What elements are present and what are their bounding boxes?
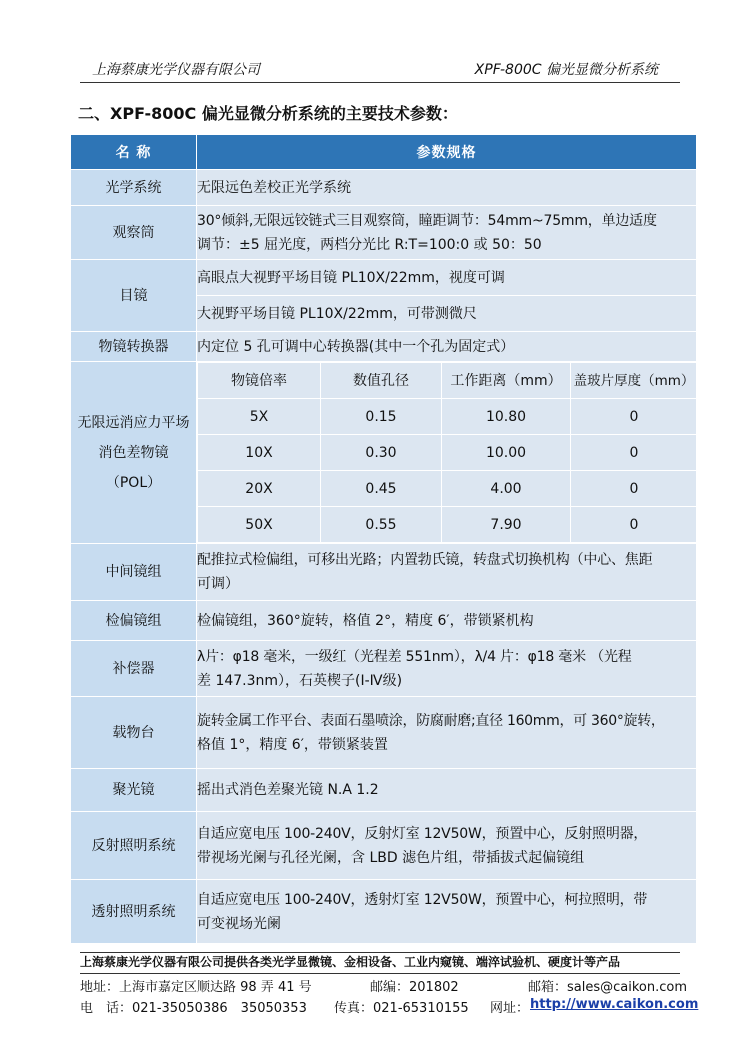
row-value: 检偏镜组，360°旋转，格值 2°，精度 6′，带锁紧机构 xyxy=(197,601,697,641)
row-name: 光学系统 xyxy=(71,170,197,206)
row-name: 反射照明系统 xyxy=(71,812,197,880)
row-name: 目镜 xyxy=(71,260,197,332)
row-value: 自适应宽电压 100-240V，透射灯室 12V50W，预置中心，柯拉照明，带 可变视场光阑 xyxy=(197,880,697,944)
row-value: 高眼点大视野平场目镜 PL10X/22mm，视度可调 xyxy=(197,260,697,296)
objective-name: 无限远消应力平场 消色差物镜 （POL） xyxy=(71,362,197,544)
row-value: λ片：φ18 毫米，一级红（光程差 551nm），λ/4 片：φ18 毫米 （光程 差 147.3nm），石英楔子(Ⅰ-Ⅳ级) xyxy=(197,641,697,697)
row-value: 30°倾斜,无限远铰链式三目观察筒，瞳距调节：54mm~75mm，单边适度 调节：±5 屈光度，两档分光比 R:T=100:0 或 50：50 xyxy=(197,206,697,260)
objective-cell: 10.80 xyxy=(442,399,571,435)
header-company: 上海蔡康光学仪器有限公司 xyxy=(92,62,260,78)
col-spec-header: 参数规格 xyxy=(197,135,697,170)
footer-web-link[interactable]: http://www.caikon.com xyxy=(530,997,699,1012)
footer-slogan: 上海蔡康光学仪器有限公司提供各类光学显微镜、金相设备、工业内窥镜、端淬试验机、硬度计等产品 xyxy=(80,952,680,974)
objective-cell: 5X xyxy=(198,399,321,435)
footer-fax: 传真：021-65310155 xyxy=(334,1001,469,1016)
row-name: 补偿器 xyxy=(71,641,197,697)
row-name: 观察筒 xyxy=(71,206,197,260)
objective-cell: 0.45 xyxy=(321,471,442,507)
col-name-header: 名 称 xyxy=(71,135,197,170)
row-value: 旋转金属工作平台、表面石墨喷涂，防腐耐磨;直径 160mm，可 360°旋转， 格值 1°，精度 6′，带锁紧装置 xyxy=(197,697,697,769)
page-header xyxy=(80,56,680,83)
row-name: 检偏镜组 xyxy=(71,601,197,641)
objective-cell: 10.00 xyxy=(442,435,571,471)
objective-table xyxy=(197,362,698,543)
row-name: 透射照明系统 xyxy=(71,880,197,944)
objective-header: 数值孔径 xyxy=(321,363,442,399)
objective-cell: 50X xyxy=(198,507,321,543)
section-title: 二、XPF-800C 偏光显微分析系统的主要技术参数： xyxy=(78,104,458,123)
row-name: 物镜转换器 xyxy=(71,332,197,362)
row-value: 无限远色差校正光学系统 xyxy=(197,170,697,206)
objective-cell: 0 xyxy=(571,507,698,543)
objective-cell: 20X xyxy=(198,471,321,507)
row-name: 载物台 xyxy=(71,697,197,769)
footer-postcode: 邮编：201802 xyxy=(370,980,459,995)
objective-cell: 0 xyxy=(571,471,698,507)
footer-web-label: 网址： xyxy=(490,1001,530,1016)
row-name: 中间镜组 xyxy=(71,544,197,601)
objective-header: 盖玻片厚度（mm） xyxy=(571,363,698,399)
footer-phone: 电 话：021-35050386 35050353 xyxy=(80,1001,307,1016)
objective-cell: 0.15 xyxy=(321,399,442,435)
objective-cell: 0.30 xyxy=(321,435,442,471)
spec-table xyxy=(70,134,697,944)
footer-email: 邮箱：sales@caikon.com xyxy=(528,980,688,995)
row-value: 摇出式消色差聚光镜 N.A 1.2 xyxy=(197,769,697,812)
objective-header: 工作距离（mm） xyxy=(442,363,571,399)
objective-cell: 0 xyxy=(571,435,698,471)
header-product: XPF-800C 偏光显微分析系统 xyxy=(474,62,658,78)
objective-cell: 10X xyxy=(198,435,321,471)
row-value: 内定位 5 孔可调中心转换器(其中一个孔为固定式） xyxy=(197,332,697,362)
row-name: 聚光镜 xyxy=(71,769,197,812)
objective-header: 物镜倍率 xyxy=(198,363,321,399)
row-value: 自适应宽电压 100-240V，反射灯室 12V50W，预置中心，反射照明器， 带视场光阑与孔径光阑，含 LBD 滤色片组，带插拔式起偏镜组 xyxy=(197,812,697,880)
row-value: 配推拉式检偏组，可移出光路；内置勃氏镜，转盘式切换机构（中心、焦距 可调） xyxy=(197,544,697,601)
objective-cell: 7.90 xyxy=(442,507,571,543)
objective-cell: 0.55 xyxy=(321,507,442,543)
objective-cell: 0 xyxy=(571,399,698,435)
row-value: 大视野平场目镜 PL10X/22mm，可带测微尺 xyxy=(197,296,697,332)
objective-subtable-cell xyxy=(197,362,697,544)
objective-cell: 4.00 xyxy=(442,471,571,507)
footer-address: 地址：上海市嘉定区顺达路 98 弄 41 号 xyxy=(80,980,312,995)
